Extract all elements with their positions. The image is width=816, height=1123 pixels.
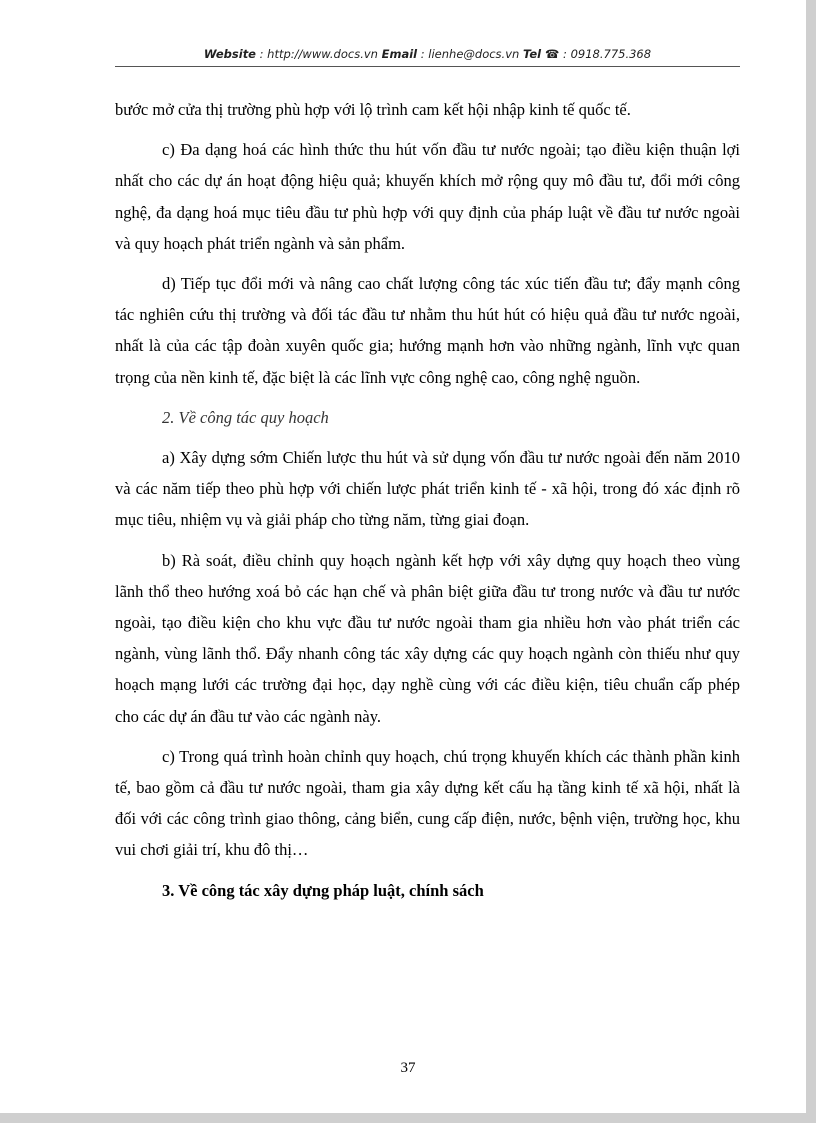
tel-label: Tel ☎: [522, 47, 560, 61]
page-number: 37: [400, 1060, 416, 1076]
page-shadow-bottom: [0, 1113, 816, 1123]
paragraph-continuation: bước mở cửa thị trường phù hợp với lộ trình cam kết hội nhập kinh tế quốc tế.: [115, 100, 631, 119]
paragraph-item-c2: c) Trong quá trình hoàn chỉnh quy hoạch, chú trọng khuyến khích các thành phần kinh tế, bao gồm cả đầu tư nước ngoài, tham gia xây dựng kết cấu hạ tầng kinh tế xã hội, nhất là đối với các công trình giao thông, cảng biển, cung cấp điện, nước, bệnh viện, trường học, khu vui chơi giải trí, khu đô thị…: [115, 746, 740, 860]
email-address: : lienhe@docs.vn: [417, 47, 523, 61]
page-header: [115, 47, 740, 61]
paragraph-item-a: a) Xây dựng sớm Chiến lược thu hút và sử dụng vốn đầu tư nước ngoài đến năm 2010 và các năm tiếp theo phù hợp với chiến lược phát triển kinh tế - xã hội, trong đó xác định rõ mục tiêu, nhiệm vụ và giải pháp cho từng năm, từng giai đoạn.: [115, 448, 740, 530]
page-shadow-right: [806, 0, 816, 1123]
section-heading-planning: 2. Về công tác quy hoạch: [162, 407, 329, 427]
tel-number: : 0918.775.368: [559, 47, 652, 61]
section-heading-law-policy: 3. Về công tác xây dựng pháp luật, chính sách: [162, 880, 484, 900]
website-url: : http://www.docs.vn: [256, 47, 382, 61]
website-label: Website: [203, 47, 256, 61]
body-text: [115, 94, 740, 915]
header-divider: [115, 66, 740, 67]
paragraph-item-d: d) Tiếp tục đổi mới và nâng cao chất lượng công tác xúc tiến đầu tư; đẩy mạnh công tác nghiên cứu thị trường và đối tác đầu tư nhằm thu hút hút có hiệu quả đầu tư nước ngoài, nhất là của các tập đoàn xuyên quốc gia; hướng mạnh hơn vào những ngành, lĩnh vực quan trọng của nền kinh tế, đặc biệt là các lĩnh vực công nghệ cao, công nghệ nguồn.: [115, 274, 740, 387]
paragraph-item-c: c) Đa dạng hoá các hình thức thu hút vốn đầu tư nước ngoài; tạo điều kiện thuận lợi nhất cho các dự án hoạt động hiệu quả; khuyến khích mở rộng quy mô đầu tư, đổi mới công nghệ, đa dạng hoá mục tiêu đầu tư phù hợp với quy định của pháp luật về đầu tư nước ngoài và quy hoạch phát triển ngành và sản phẩm.: [115, 140, 740, 253]
paragraph-item-b: b) Rà soát, điều chỉnh quy hoạch ngành kết hợp với xây dựng quy hoạch theo vùng lãnh thổ theo hướng xoá bỏ các hạn chế và phân biệt giữa đầu tư trong nước và đầu tư nước ngoài, tạo điều kiện cho khu vực đầu tư nước ngoài tham gia nhiều hơn vào phát triển các ngành, vùng lãnh thổ. Đẩy nhanh công tác xây dựng các quy hoạch ngành còn thiếu như quy hoạch mạng lưới các trường đại học, dạy nghề cùng với các điều kiện, tiêu chuẩn cấp phép cho các dự án đầu tư vào các ngành này.: [115, 550, 740, 726]
email-label: Email: [381, 47, 418, 61]
